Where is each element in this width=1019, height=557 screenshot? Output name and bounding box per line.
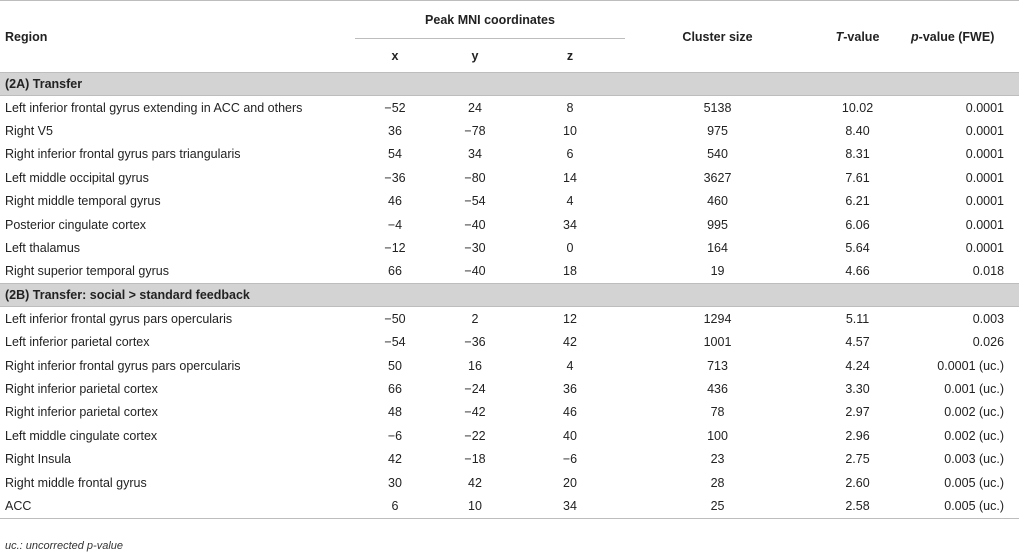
- header-t-rest: -value: [843, 29, 880, 44]
- cell-region: Right inferior frontal gyrus pars opercularis: [5, 358, 241, 373]
- cell-z: 46: [563, 405, 577, 420]
- cell-p-value: 0.001 (uc.): [944, 381, 1005, 396]
- section-title: (2A) Transfer: [0, 73, 1019, 96]
- cell-p-value: 0.003: [972, 311, 1005, 326]
- cell-z: 34: [515, 494, 625, 518]
- cell-region: Right Insula: [5, 452, 72, 467]
- cell-t-value: 2.60: [845, 475, 870, 490]
- cell-region: Right middle temporal gyrus: [5, 194, 161, 209]
- cell-y: 16: [468, 358, 482, 373]
- cell-p-value: 0.0001: [965, 147, 1005, 162]
- cell-x: −54: [384, 335, 406, 350]
- cell-z: 12: [563, 311, 577, 326]
- cell-region: Left thalamus: [5, 241, 81, 256]
- table-row: [0, 166, 1019, 189]
- cell-t-value: 4.57: [845, 335, 870, 350]
- cell-region: Right inferior parietal cortex: [5, 381, 158, 396]
- cell-t-value: 4.24: [845, 358, 870, 373]
- cell-p-value: 0.005 (uc.): [944, 475, 1005, 490]
- cell-cluster-size: 28: [710, 475, 725, 490]
- table-row: [0, 354, 1019, 377]
- cell-x: 66: [388, 381, 402, 396]
- cell-x: 36: [388, 124, 402, 139]
- cell-x: −4: [387, 217, 403, 232]
- table-row: [0, 143, 1019, 166]
- table-row: [0, 494, 1019, 518]
- cell-y: 24: [468, 100, 482, 115]
- cell-region: Right inferior frontal gyrus pars triangularis: [5, 147, 241, 162]
- header-region: Region: [0, 1, 355, 73]
- cell-z: 14: [563, 170, 577, 185]
- cell-t-value: 6.21: [845, 194, 870, 209]
- cell-x: −50: [384, 311, 406, 326]
- cell-x: −12: [384, 241, 406, 256]
- cell-y: −54: [464, 194, 486, 209]
- cell-x: 42: [388, 452, 402, 467]
- cell-z: 34: [563, 217, 577, 232]
- cell-y: −36: [464, 335, 486, 350]
- cell-p-value: 0.018: [972, 264, 1005, 279]
- cell-y: −80: [464, 170, 486, 185]
- table-row: [0, 424, 1019, 447]
- cell-cluster-size: 995: [707, 217, 728, 232]
- cell-z: 36: [563, 381, 577, 396]
- cell-region: Right middle frontal gyrus: [5, 475, 147, 490]
- table-row: [0, 119, 1019, 142]
- header-p-rest: -value (FWE): [918, 29, 995, 44]
- cell-y: −42: [464, 405, 486, 420]
- cell-t-value: 5.11: [845, 311, 870, 326]
- footnote: uc.: uncorrected p-value: [5, 540, 124, 552]
- header-t-italic: T: [835, 29, 844, 44]
- cell-region: Right superior temporal gyrus: [5, 264, 169, 279]
- cell-x: 54: [388, 147, 402, 162]
- header-z: z: [566, 48, 574, 63]
- table-body: [0, 73, 1019, 519]
- cell-z: 42: [563, 335, 577, 350]
- section-title: (2B) Transfer: social > standard feedback: [0, 284, 1019, 307]
- cell-z: 40: [563, 428, 577, 443]
- cell-z: 18: [563, 264, 577, 279]
- cell-cluster-size: 975: [707, 124, 728, 139]
- cell-cluster-size: 1294: [703, 311, 732, 326]
- cell-z: −6: [562, 452, 578, 467]
- header-t-value: [810, 1, 905, 73]
- cell-y: −78: [464, 124, 486, 139]
- cell-t-value: 5.64: [845, 241, 870, 256]
- cell-t-value: 2.75: [845, 452, 870, 467]
- cell-x: 66: [388, 264, 402, 279]
- table-row: [0, 236, 1019, 259]
- cell-x: −52: [384, 100, 406, 115]
- cell-cluster-size: 100: [707, 428, 728, 443]
- cell-cluster-size: 1001: [703, 335, 732, 350]
- header-x: x: [391, 48, 399, 63]
- cell-p-value: 0.005 (uc.): [905, 494, 1019, 518]
- header-row-1: [0, 1, 1019, 39]
- table-row: [0, 377, 1019, 400]
- cell-t-value: 10.02: [841, 100, 874, 115]
- table-row: [0, 307, 1019, 331]
- cell-y: −40: [464, 264, 486, 279]
- cell-p-value: 0.026: [972, 335, 1005, 350]
- cell-z: 4: [566, 194, 574, 209]
- table-row: [0, 190, 1019, 213]
- cell-y: −18: [464, 452, 486, 467]
- cell-p-value: 0.0001: [965, 194, 1005, 209]
- cell-region: ACC: [0, 494, 355, 518]
- header-p-value: [905, 1, 1019, 73]
- cell-x: 48: [388, 405, 402, 420]
- cell-x: 6: [355, 494, 435, 518]
- cell-t-value: 2.58: [810, 494, 905, 518]
- cell-x: −6: [387, 428, 403, 443]
- cell-cluster-size: 78: [710, 405, 725, 420]
- section-header-row: [0, 284, 1019, 307]
- cell-p-value: 0.0001: [965, 100, 1005, 115]
- cell-cluster-size: 436: [707, 381, 728, 396]
- cell-cluster-size: 164: [707, 241, 728, 256]
- table-row: [0, 96, 1019, 120]
- table-row: [0, 331, 1019, 354]
- cell-region: Right V5: [5, 124, 53, 139]
- table-row: [0, 401, 1019, 424]
- cell-cluster-size: 25: [625, 494, 810, 518]
- cell-region: Right inferior parietal cortex: [5, 405, 158, 420]
- cell-p-value: 0.0001: [965, 217, 1005, 232]
- section-header-row: [0, 73, 1019, 96]
- cell-z: 0: [566, 241, 574, 256]
- cell-region: Left inferior parietal cortex: [5, 335, 150, 350]
- cell-cluster-size: 3627: [703, 170, 732, 185]
- cell-y: −40: [464, 217, 486, 232]
- header-peak-mni: Peak MNI coordinates: [355, 1, 625, 39]
- cell-p-value: 0.0001 (uc.): [937, 358, 1005, 373]
- table-row: [0, 260, 1019, 284]
- header-cluster-size: Cluster size: [625, 1, 810, 73]
- cell-x: 30: [388, 475, 402, 490]
- cell-cluster-size: 19: [710, 264, 725, 279]
- cell-cluster-size: 23: [710, 452, 725, 467]
- cell-p-value: 0.0001: [965, 241, 1005, 256]
- table-row: [0, 213, 1019, 236]
- cell-y: −24: [464, 381, 486, 396]
- cell-z: 6: [566, 147, 574, 162]
- cell-z: 8: [566, 100, 574, 115]
- cell-cluster-size: 5138: [703, 100, 732, 115]
- cell-p-value: 0.0001: [965, 170, 1005, 185]
- cell-y: −30: [464, 241, 486, 256]
- cell-y: 42: [468, 475, 482, 490]
- cell-region: Left inferior frontal gyrus extending in ACC and others: [5, 100, 303, 115]
- cell-t-value: 6.06: [845, 217, 870, 232]
- cell-t-value: 4.66: [845, 264, 870, 279]
- cell-x: 50: [388, 358, 402, 373]
- cell-region: Left inferior frontal gyrus pars opercularis: [5, 311, 233, 326]
- table-row: [0, 447, 1019, 470]
- cell-y: 2: [471, 311, 479, 326]
- cell-z: 10: [563, 124, 577, 139]
- cell-cluster-size: 540: [707, 147, 728, 162]
- cell-y: 10: [435, 494, 515, 518]
- table-row: [0, 471, 1019, 494]
- cell-p-value: 0.0001: [965, 124, 1005, 139]
- cell-t-value: 2.96: [845, 428, 870, 443]
- cell-cluster-size: 460: [707, 194, 728, 209]
- cell-p-value: 0.002 (uc.): [944, 428, 1005, 443]
- cell-region: Posterior cingulate cortex: [5, 217, 147, 232]
- cell-p-value: 0.003 (uc.): [944, 452, 1005, 467]
- cell-region: Left middle cingulate cortex: [5, 428, 158, 443]
- header-p-italic: p: [911, 29, 919, 44]
- cell-cluster-size: 713: [707, 358, 728, 373]
- cell-t-value: 8.31: [845, 147, 870, 162]
- cell-x: 46: [388, 194, 402, 209]
- cell-t-value: 7.61: [845, 170, 870, 185]
- cell-y: 34: [468, 147, 482, 162]
- header-y: y: [471, 48, 479, 63]
- cell-x: −36: [384, 170, 406, 185]
- cell-t-value: 2.97: [845, 405, 870, 420]
- cell-t-value: 8.40: [845, 124, 870, 139]
- cell-t-value: 3.30: [845, 381, 870, 396]
- cell-region: Left middle occipital gyrus: [5, 170, 149, 185]
- cell-y: −22: [464, 428, 486, 443]
- cell-p-value: 0.002 (uc.): [944, 405, 1005, 420]
- cell-z: 20: [563, 475, 577, 490]
- cell-z: 4: [566, 358, 574, 373]
